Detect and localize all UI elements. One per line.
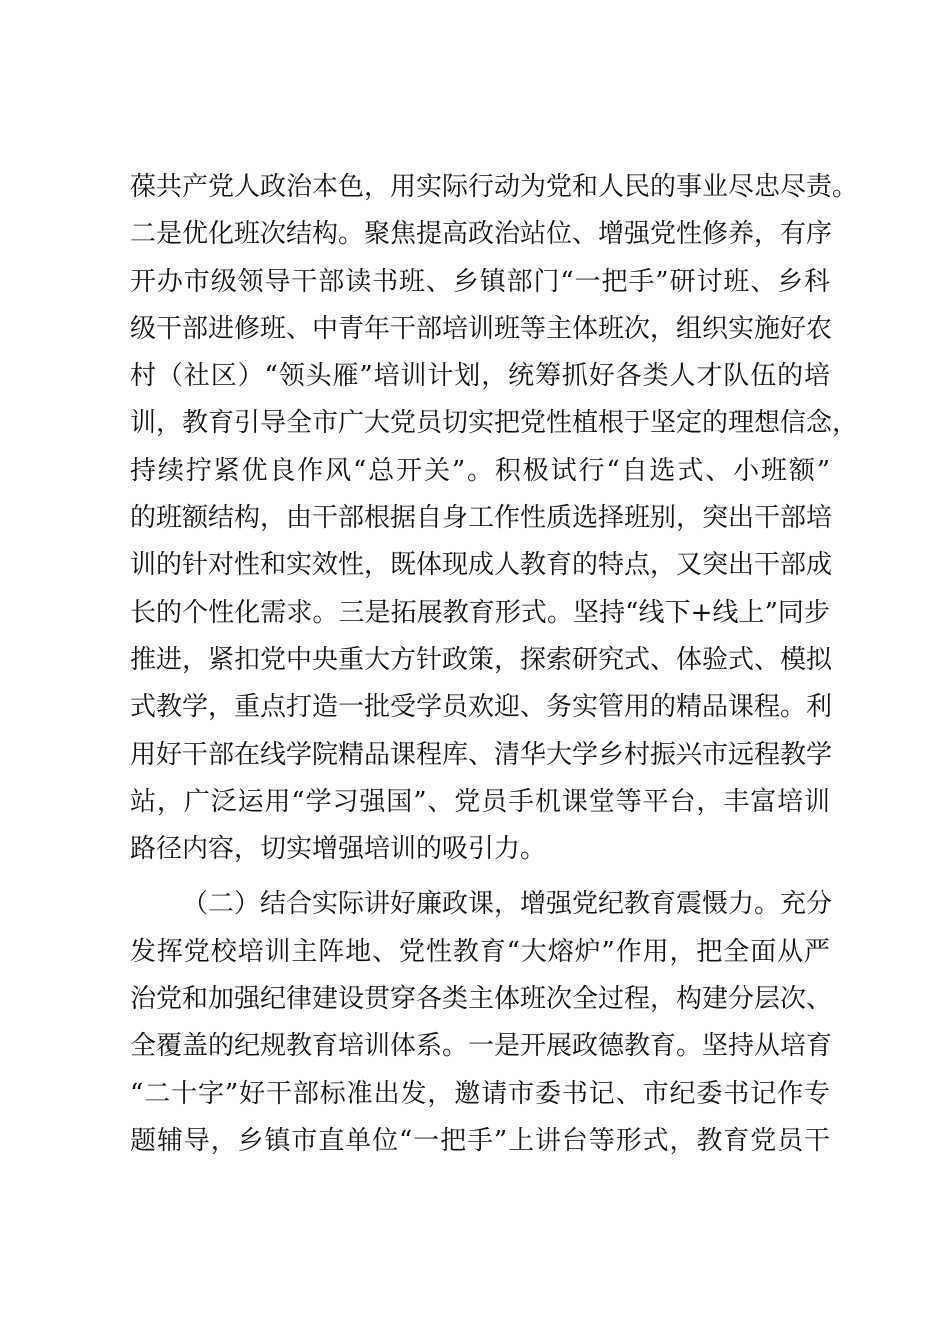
- text-line: 全覆盖的纪规教育培训体系。一是开展政德教育。坚持从培育: [130, 1031, 833, 1062]
- text-line: 村（社区）“领头雁”培训计划，统筹抓好各类人才队伍的培: [130, 361, 830, 392]
- text-line: 用好干部在线学院精品课程库、清华大学乡村振兴市远程教学: [130, 739, 833, 770]
- text-line: 发挥党校培训主阵地、党性教育“大熔炉”作用，把全面从严: [130, 936, 830, 967]
- text-line: 训，教育引导全市广大党员切实把党性植根于坚定的理想信念，: [130, 408, 859, 439]
- text-line: 训的针对性和实效性，既体现成人教育的特点，又突出干部成: [130, 550, 833, 581]
- text-line: 二是优化班次结构。聚焦提高政治站位、增强党性修养，有序: [130, 219, 833, 250]
- text-line: 级干部进修班、中青年干部培训班等主体班次，组织实施好农: [130, 313, 833, 344]
- paragraph-1: [130, 164, 859, 873]
- text-line: “二十字”好干部标准出发，邀请市委书记、市纪委书记作专: [130, 1078, 830, 1109]
- text-line: 路径内容，切实增强培训的吸引力。: [130, 834, 547, 865]
- text-line: 题辅导，乡镇市直单位“一把手”上讲台等形式，教育党员干: [130, 1125, 830, 1156]
- text-line: 式教学，重点打造一批受学员欢迎、务实管用的精品课程。利: [130, 692, 833, 723]
- text-line: 开办市级领导干部读书班、乡镇部门“一把手”研讨班、乡科: [130, 266, 830, 297]
- text-line: 推进，紧扣党中央重大方针政策，探索研究式、体验式、模拟: [130, 644, 833, 675]
- paragraph-gap: [130, 873, 830, 881]
- document-body: [130, 164, 859, 1165]
- text-line: 的班额结构，由干部根据自身工作性质选择班别，突出干部培: [130, 503, 833, 534]
- text-line: 葆共产党人政治本色，用实际行动为党和人民的事业尽忠尽责。: [130, 172, 859, 202]
- paragraph-2: [130, 881, 833, 1165]
- text-line: 持续拧紧优良作风“总开关”。积极试行“自选式、小班额”: [130, 455, 830, 486]
- text-line: 站，广泛运用“学习强国”、党员手机课堂等平台，丰富培训: [130, 786, 830, 817]
- section-heading-line: （二）结合实际讲好廉政课，增强党纪教育震慑力。充分: [182, 889, 833, 920]
- text-line: 长的个性化需求。三是拓展教育形式。坚持“线下+线上”同步: [130, 597, 830, 628]
- text-line: 治党和加强纪律建设贯穿各类主体班次全过程，构建分层次、: [130, 984, 833, 1015]
